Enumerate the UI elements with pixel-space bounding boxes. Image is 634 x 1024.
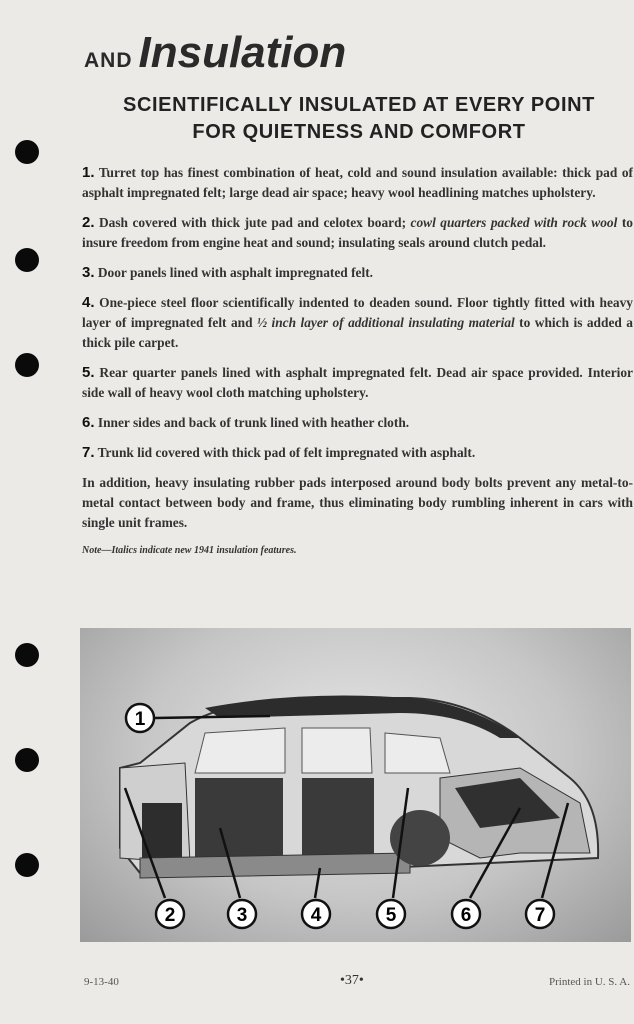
list-item [82,263,633,283]
item-number: 1. [82,164,95,181]
callout-2 [156,900,184,928]
item-text: Dash covered with thick jute pad and celotex board; [94,215,411,230]
list-item [82,213,633,253]
svg-text:1: 1 [134,709,146,730]
binder-hole [15,643,39,667]
binder-hole [15,140,39,164]
item-number: 7. [82,444,95,461]
svg-text:2: 2 [164,905,176,926]
car-body [120,696,598,878]
binder-hole [15,353,39,377]
footer-printed: Printed in U. S. A. [549,976,630,988]
callout-5 [377,900,405,928]
callout-1 [126,704,154,732]
item-text: Turret top has finest combination of heat, cold and sound insulation available: thick pad of asphalt impregnated felt; large dead air space; heavy wool headlining matches upholstery. [82,165,633,200]
item-text: to which is added a thick pile carpet. [82,315,633,350]
item-text: Rear quarter panels lined with asphalt impregnated felt. Dead air space provided. Interior side wall of heavy wool cloth matching upholstery. [82,365,633,400]
item-number: 4. [82,294,95,311]
svg-text:6: 6 [460,905,472,926]
title-main: Insulation [138,28,347,77]
item-text-italic: ½ inch layer of additional insulating material [257,315,515,330]
svg-text:3: 3 [236,905,248,926]
page-title [84,28,346,78]
body-text [82,163,633,571]
item-text: to insure freedom from engine heat and sound; insulating seals around clutch pedal. [82,215,633,250]
binder-hole [15,748,39,772]
list-item [82,443,633,463]
item-text: Trunk lid covered with thick pad of felt impregnated with asphalt. [94,445,476,460]
addition-paragraph: In addition, heavy insulating rubber pads interposed around body bolts prevent any metal-to-metal contact between body and frame, thus eliminating body rumbling inherent in cars with single unit frames. [82,475,633,530]
list-item [82,413,633,433]
title-prefix: AND [84,49,133,72]
item-number: 2. [82,214,95,231]
item-text: Inner sides and back of trunk lined with heather cloth. [94,415,410,430]
page-number: •37• [340,973,364,988]
svg-text:5: 5 [385,905,397,926]
callout-3 [228,900,256,928]
item-number: 6. [82,414,95,431]
list-item [82,363,633,403]
item-text: Door panels lined with asphalt impregnated felt. [94,265,374,280]
item-text: One-piece steel floor scientifically indented to deaden sound. Floor tightly fitted with heavy layer of impregnated felt and [82,295,633,330]
svg-text:4: 4 [310,905,322,926]
item-number: 5. [82,364,95,381]
note: Note—Italics indicate new 1941 insulation features. [82,545,297,556]
list-item [82,293,633,353]
callout-4 [302,900,330,928]
item-text-italic: cowl quarters packed with rock wool [410,215,618,230]
binder-hole [15,853,39,877]
item-number: 3. [82,264,95,281]
svg-text:7: 7 [534,905,546,926]
subtitle-line-2: FOR QUIETNESS AND COMFORT [192,121,526,143]
subtitle-line-1: SCIENTIFICALLY INSULATED AT EVERY POINT [123,94,595,116]
callout-7 [526,900,554,928]
callout-6 [452,900,480,928]
car-cutaway-illustration [80,628,631,942]
list-item [82,163,633,203]
binder-hole [15,248,39,272]
footer-date: 9-13-40 [84,976,119,988]
